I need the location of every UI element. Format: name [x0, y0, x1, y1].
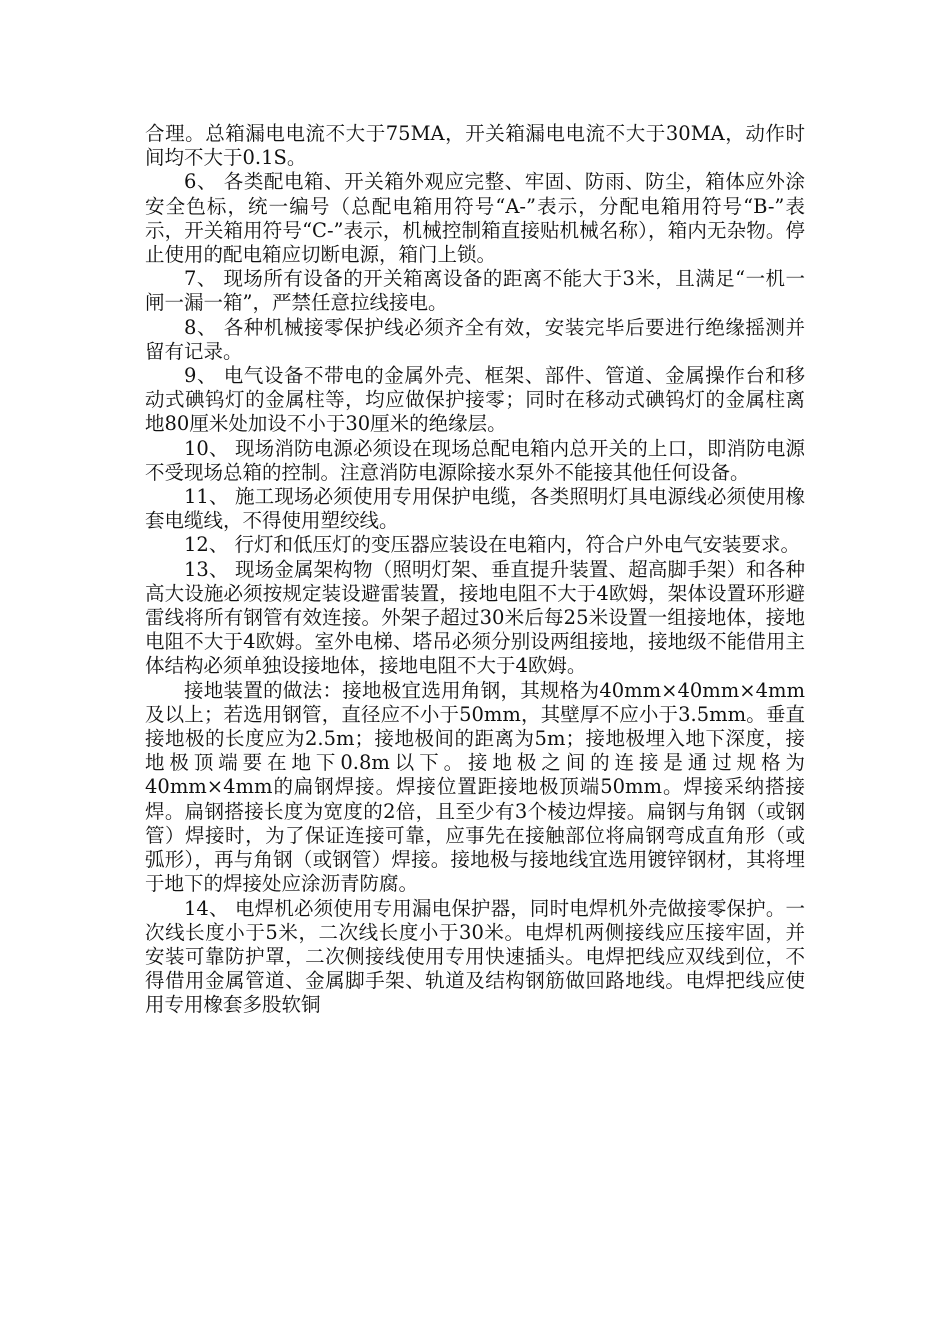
paragraph-item-10: 10、 现场消防电源必须设在现场总配电箱内总开关的上口，即消防电源不受现场总箱的控制。注意消防电源除接水泵外不能接其他任何设备。	[145, 436, 805, 484]
paragraph-item-8: 8、 各种机械接零保护线必须齐全有效，安装完毕后要进行绝缘摇测并留有记录。	[145, 315, 805, 363]
document-page	[145, 122, 805, 1018]
paragraph-item-14: 14、 电焊机必须使用专用漏电保护器，同时电焊机外壳做接零保护。一次线长度小于5米，二次线长度小于30米。电焊机两侧接线应压接牢固，并安装可靠防护罩，二次侧接线使用专用快速插头。电焊把线应双线到位，不得借用金属管道、金属脚手架、轨道及结构钢筋做回路地线。电焊把线应使用专用橡套多股软铜	[145, 896, 805, 1017]
paragraph-item-6: 6、 各类配电箱、开关箱外观应完整、牢固、防雨、防尘，箱体应外涂安全色标，统一编号（总配电箱用符号“A-”表示，分配电箱用符号“B-”表示，开关箱用符号“C-”表示，机械控制箱直接贴机械名称），箱内无杂物。停止使用的配电箱应切断电源，箱门上锁。	[145, 170, 805, 267]
paragraph-item-11: 11、 施工现场必须使用专用保护电缆，各类照明灯具电源线必须使用橡套电缆线，不得使用塑绞线。	[145, 485, 805, 533]
paragraph-item-7: 7、 现场所有设备的开关箱离设备的距离不能大于3米，且满足“一机一闸一漏一箱”，严禁任意拉线接电。	[145, 267, 805, 315]
paragraph-leakage-current: 合理。总箱漏电电流不大于75MA，开关箱漏电电流不大于30MA，动作时间均不大于0.1S。	[145, 122, 805, 170]
paragraph-item-12: 12、 行灯和低压灯的变压器应装设在电箱内，符合户外电气安装要求。	[184, 533, 801, 557]
paragraph-grounding-method: 接地装置的做法：接地极宜选用角钢，其规格为40mm×40mm×4mm及以上；若选用钢管，直径应不小于50mm，其壁厚不应小于3.5mm。垂直接地极的长度应为2.5m；接地极间的距离为5m；接地极埋入地下深度，接地极顶端要在地下0.8m以下。接地极之间的连接是通过规格为40mm×4mm的扁钢焊接。焊接位置距接地极顶端50mm。焊接采纳搭接焊。扁钢搭接长度为宽度的2倍，且至少有3个棱边焊接。扁钢与角钢（或钢管）焊接时，为了保证连接可靠，应事先在接触部位将扁钢弯成直角形（或弧形），再与角钢（或钢管）焊接。接地极与接地线宜选用镀锌钢材，其将埋于地下的焊接处应涂沥青防腐。	[145, 678, 805, 896]
paragraph-item-9: 9、 电气设备不带电的金属外壳、框架、部件、管道、金属操作台和移动式碘钨灯的金属柱等，均应做保护接零；同时在移动式碘钨灯的金属柱离地80厘米处加设不小于30厘米的绝缘层。	[145, 364, 805, 436]
paragraph-item-13: 13、 现场金属架构物（照明灯架、垂直提升装置、超高脚手架）和各种高大设施必须按规定装设避雷装置，接地电阻不大于4欧姆，架体设置环形避雷线将所有钢管有效连接。外架子超过30米后每25米设置一组接地体，接地电阻不大于4欧姆。室外电梯、塔吊必须分别设两组接地，接地级不能借用主体结构必须单独设接地体，接地电阻不大于4欧姆。	[145, 557, 805, 678]
